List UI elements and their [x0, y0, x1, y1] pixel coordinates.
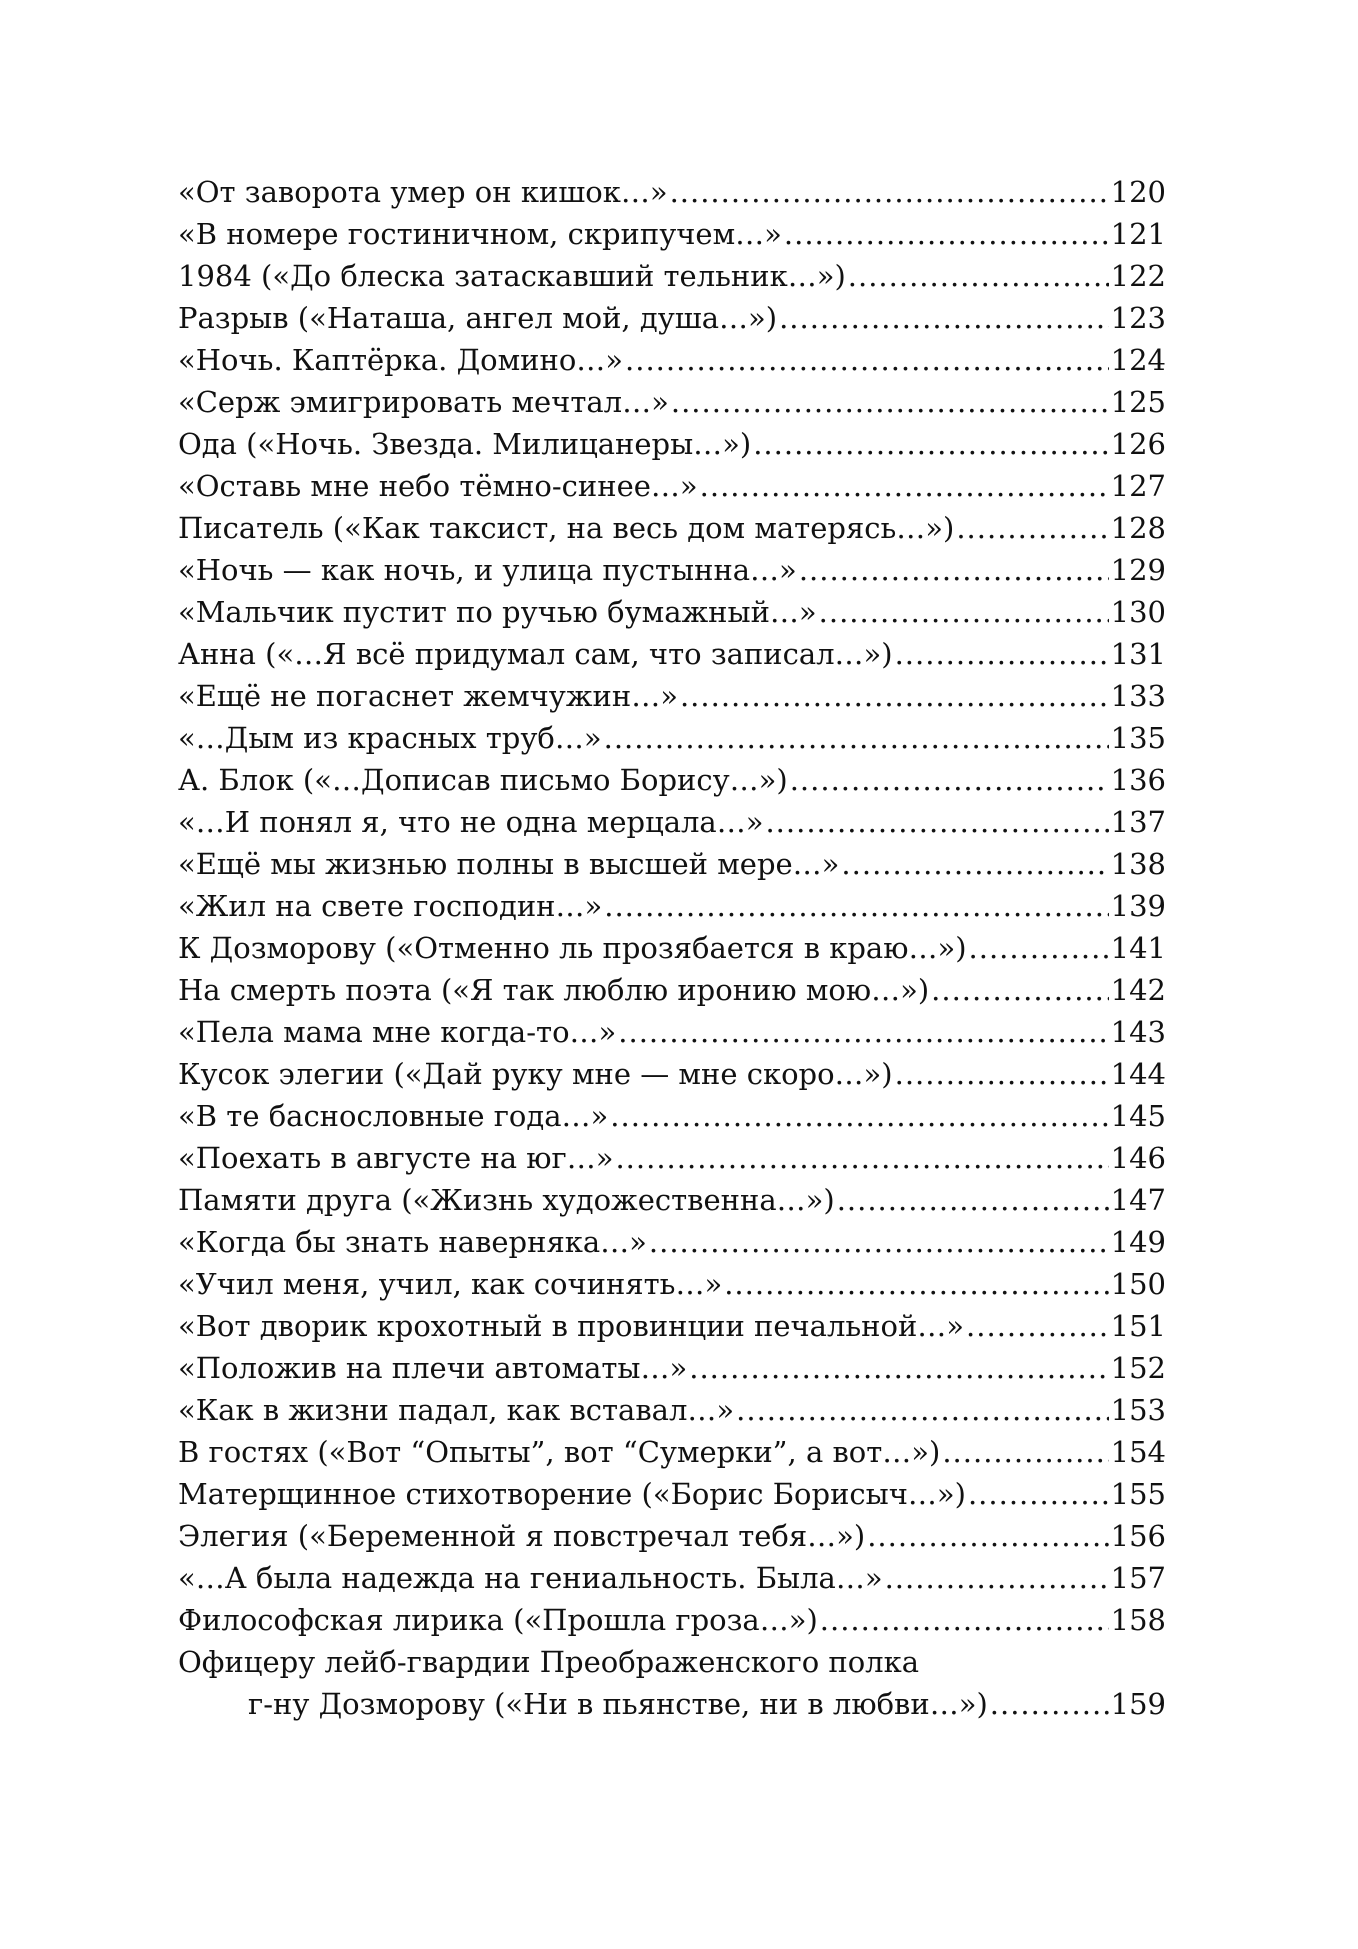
toc-leader-dots [779, 297, 1109, 339]
toc-entry [178, 1557, 1166, 1599]
toc-page-number: 158 [1110, 1603, 1166, 1637]
toc-leader-dots [671, 381, 1109, 423]
toc-entry-title: «Вот дворик крохотный в провинции печальной…» [178, 1309, 965, 1343]
toc-page-number: 130 [1110, 595, 1166, 629]
toc-entry [178, 969, 1166, 1011]
toc-entry-title: «От заворота умер он кишок…» [178, 175, 668, 209]
toc-entry-title: «…А была надежда на гениальность. Была…» [178, 1561, 883, 1595]
toc-leader-dots [837, 1179, 1109, 1221]
toc-entry [178, 675, 1166, 717]
toc-entry [178, 1389, 1166, 1431]
toc-page-number: 149 [1110, 1225, 1166, 1259]
toc-entry [178, 1263, 1166, 1305]
toc-leader-dots [799, 549, 1109, 591]
toc-page-number: 124 [1110, 343, 1166, 377]
toc-entry-title: Матерщинное стихотворение («Борис Борисыч…») [178, 1477, 966, 1511]
toc-page-number: 154 [1110, 1435, 1166, 1469]
toc-leader-dots [618, 1011, 1108, 1053]
toc-page-number: 136 [1110, 763, 1166, 797]
toc-entry-title: Памяти друга («Жизнь художественна…») [178, 1183, 835, 1217]
toc-page-number: 123 [1110, 301, 1166, 335]
toc-entry [178, 213, 1166, 255]
toc-page-number: 153 [1110, 1393, 1166, 1427]
toc-entry-title: «Когда бы знать наверняка…» [178, 1225, 647, 1259]
toc-page-number: 133 [1110, 679, 1166, 713]
toc-page-number: 152 [1110, 1351, 1166, 1385]
toc-page-number: 126 [1110, 427, 1166, 461]
toc-page-number: 159 [1110, 1687, 1166, 1721]
toc-leader-dots [895, 1053, 1109, 1095]
toc-entry-title: Анна («…Я всё придумал сам, что записал…») [178, 637, 893, 671]
toc-page-number: 137 [1110, 805, 1166, 839]
toc-page-number: 147 [1110, 1183, 1166, 1217]
toc-leader-dots [895, 633, 1109, 675]
toc-entry-title: «Мальчик пустит по ручью бумажный…» [178, 595, 817, 629]
toc-leader-dots [625, 339, 1109, 381]
toc-page-number: 125 [1110, 385, 1166, 419]
toc-entry [178, 885, 1166, 927]
toc-entry-title: 1984 («До блеска затаскавший тельник…») [178, 259, 846, 293]
toc-entry [178, 1473, 1166, 1515]
toc-entry [178, 423, 1166, 465]
table-of-contents [178, 171, 1166, 1725]
toc-entry [178, 1347, 1166, 1389]
toc-entry-title: «…Дым из красных труб…» [178, 721, 602, 755]
toc-page-number: 155 [1110, 1477, 1166, 1511]
toc-entry [178, 1599, 1166, 1641]
toc-entry [178, 507, 1166, 549]
toc-entry [178, 549, 1166, 591]
toc-leader-dots [867, 1515, 1108, 1557]
toc-leader-dots [736, 1389, 1109, 1431]
toc-entry-title: А. Блок («…Дописав письмо Борису…») [178, 763, 788, 797]
toc-entry-title: «Пела мама мне когда-то…» [178, 1015, 617, 1049]
toc-page-number: 138 [1110, 847, 1166, 881]
toc-page-number: 139 [1110, 889, 1166, 923]
toc-entry-title: На смерть поэта («Я так люблю иронию мою…») [178, 973, 930, 1007]
toc-leader-dots [649, 1221, 1109, 1263]
toc-leader-dots [670, 171, 1109, 213]
toc-entries [178, 171, 1166, 1641]
toc-entry [178, 255, 1166, 297]
toc-entry-title: Философская лирика («Прошла гроза…») [178, 1603, 818, 1637]
toc-entry [178, 1095, 1166, 1137]
toc-entry-title: «Серж эмигрировать мечтал…» [178, 385, 669, 419]
toc-entry-title: «В номере гостиничном, скрипучем…» [178, 217, 782, 251]
toc-page-number: 151 [1110, 1309, 1166, 1343]
toc-page-number: 144 [1110, 1057, 1166, 1091]
toc-leader-dots [753, 423, 1108, 465]
toc-leader-dots [848, 255, 1109, 297]
toc-entry-title: «Ночь — как ночь, и улица пустынна…» [178, 553, 797, 587]
toc-entry [178, 1221, 1166, 1263]
toc-entry-title: г-ну Дозморову («Ни в пьянстве, ни в любви…») [248, 1687, 988, 1721]
toc-leader-dots [968, 1473, 1109, 1515]
toc-leader-dots [942, 1431, 1108, 1473]
toc-entry [178, 591, 1166, 633]
toc-entry [178, 1431, 1166, 1473]
toc-page-number: 141 [1110, 931, 1166, 965]
toc-entry-title: «Оставь мне небо тёмно-синее…» [178, 469, 698, 503]
toc-entry-title: «Ещё мы жизнью полны в высшей мере…» [178, 847, 840, 881]
toc-entry [178, 297, 1166, 339]
toc-leader-dots [990, 1683, 1109, 1725]
toc-entry-title: «Положив на плечи автоматы…» [178, 1351, 688, 1385]
toc-entry [178, 843, 1166, 885]
toc-leader-dots [680, 675, 1109, 717]
toc-entry-title: Ода («Ночь. Звезда. Милицанеры…») [178, 427, 752, 461]
toc-entry [178, 801, 1166, 843]
toc-leader-dots [841, 843, 1108, 885]
toc-leader-dots [885, 1557, 1109, 1599]
toc-entry [178, 171, 1166, 213]
toc-page-number: 120 [1110, 175, 1166, 209]
toc-leader-dots [931, 969, 1109, 1011]
toc-entry-title: Элегия («Беременной я повстречал тебя…») [178, 1519, 866, 1553]
toc-leader-dots [820, 1599, 1109, 1641]
toc-page-number: 156 [1110, 1519, 1166, 1553]
toc-page-number: 131 [1110, 637, 1166, 671]
toc-entry [178, 1179, 1166, 1221]
toc-leader-dots [765, 801, 1108, 843]
toc-entry [178, 381, 1166, 423]
toc-entry-title: «…И понял я, что не одна мерцала…» [178, 805, 764, 839]
toc-leader-dots [700, 465, 1109, 507]
toc-leader-dots [604, 885, 1108, 927]
toc-entry-title: «Поехать в августе на юг…» [178, 1141, 614, 1175]
toc-entry [178, 1053, 1166, 1095]
toc-leader-dots [966, 1305, 1109, 1347]
toc-entry-title: Кусок элегии («Дай руку мне — мне скоро…») [178, 1057, 893, 1091]
toc-entry-title: Офицеру лейб-гвардии Преображенского полка [178, 1645, 920, 1679]
toc-page-number: 129 [1110, 553, 1166, 587]
toc-page-number: 157 [1110, 1561, 1166, 1595]
toc-page-number: 145 [1110, 1099, 1166, 1133]
toc-page-number: 128 [1110, 511, 1166, 545]
toc-leader-dots [790, 759, 1109, 801]
toc-leader-dots [610, 1095, 1108, 1137]
toc-entry-title: «Ночь. Каптёрка. Домино…» [178, 343, 624, 377]
toc-entry [178, 717, 1166, 759]
toc-entry-title: Разрыв («Наташа, ангел мой, душа…») [178, 301, 778, 335]
toc-leader-dots [604, 717, 1109, 759]
toc-leader-dots [956, 507, 1108, 549]
toc-entry [178, 1137, 1166, 1179]
toc-entry-title: «Учил меня, учил, как сочинять…» [178, 1267, 723, 1301]
toc-entry-last-line1 [178, 1641, 1166, 1683]
toc-entry-title: К Дозморову («Отменно ль прозябается в краю…») [178, 931, 967, 965]
toc-leader-dots [689, 1347, 1108, 1389]
toc-entry [178, 759, 1166, 801]
toc-entry [178, 633, 1166, 675]
toc-entry [178, 927, 1166, 969]
toc-page-number: 121 [1110, 217, 1166, 251]
toc-entry-title: В гостях («Вот “Опыты”, вот “Сумерки”, а вот…») [178, 1435, 941, 1469]
toc-page-number: 122 [1110, 259, 1166, 293]
toc-page-number: 142 [1110, 973, 1166, 1007]
toc-page-number: 146 [1110, 1141, 1166, 1175]
toc-page-number: 127 [1110, 469, 1166, 503]
toc-leader-dots [615, 1137, 1108, 1179]
toc-entry [178, 465, 1166, 507]
toc-entry-title: Писатель («Как таксист, на весь дом матерясь…») [178, 511, 955, 545]
toc-entry [178, 339, 1166, 381]
toc-page-number: 135 [1110, 721, 1166, 755]
toc-entry-title: «Как в жизни падал, как вставал…» [178, 1393, 735, 1427]
toc-leader-dots [819, 591, 1109, 633]
toc-entry-title: «Жил на свете господин…» [178, 889, 603, 923]
toc-leader-dots [969, 927, 1109, 969]
toc-leader-dots [784, 213, 1109, 255]
toc-entry-title: «Ещё не погаснет жемчужин…» [178, 679, 678, 713]
toc-entry [178, 1305, 1166, 1347]
toc-entry-title: «В те баснословные года…» [178, 1099, 609, 1133]
toc-page-number: 143 [1110, 1015, 1166, 1049]
toc-leader-dots [724, 1263, 1108, 1305]
toc-page-number: 150 [1110, 1267, 1166, 1301]
toc-entry [178, 1011, 1166, 1053]
toc-entry-last-line2 [178, 1683, 1166, 1725]
toc-entry [178, 1515, 1166, 1557]
